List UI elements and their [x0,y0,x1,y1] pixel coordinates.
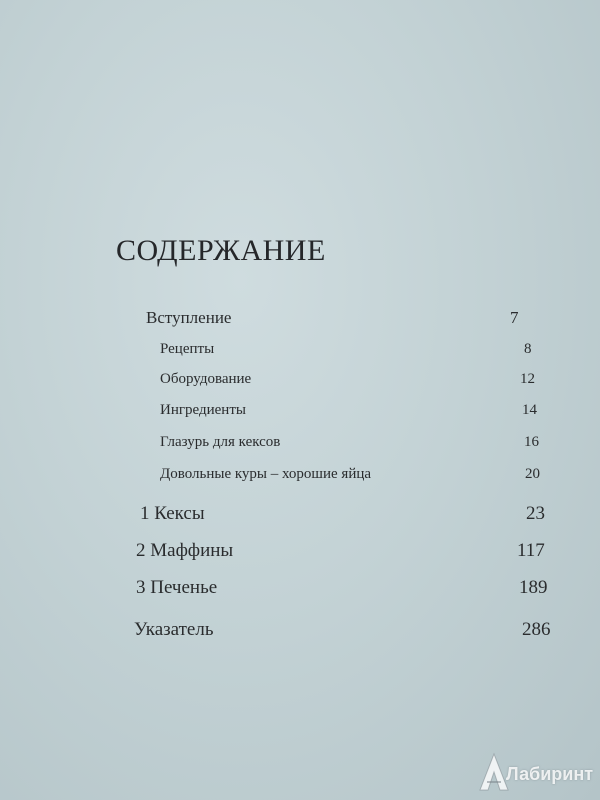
toc-entry-chapter-2 [0,540,600,570]
toc-entry-introduction [0,308,600,338]
toc-entry-label: 2 Маффины [136,540,234,561]
page-title: СОДЕРЖАНИЕ [116,234,326,267]
toc-entry-page: 8 [524,341,532,357]
toc-entry-happy-hens [0,466,600,496]
toc-entry-page: 16 [524,434,539,450]
toc-entry-label: 1 Кексы [140,503,205,524]
toc-entry-label: Довольные куры – хорошие яйца [160,466,372,482]
toc-entry-label: Вступление [146,308,232,327]
watermark-text: Лабиринт [506,764,594,784]
toc-entry-label: Указатель [134,619,214,640]
toc-entry-recipes [0,341,600,371]
toc-entry-page: 12 [520,371,535,387]
toc-entry-page: 117 [517,540,545,561]
toc-entry-page: 7 [510,308,519,327]
toc-entry-label: Глазурь для кексов [160,434,281,450]
toc-entry-page: 23 [526,503,545,524]
toc-entry-label: 3 Печенье [136,577,218,598]
toc-entry-page: 20 [525,466,540,482]
toc-entry-frosting [0,434,600,464]
toc-entry-label: Рецепты [160,341,215,357]
toc-entry-label: Оборудование [160,371,252,387]
toc-entry-index [0,619,600,649]
toc-entry-chapter-3 [0,577,600,607]
toc-entry-page: 14 [522,402,537,418]
toc-entry-page: 286 [522,619,551,640]
labirint-watermark [478,752,598,796]
toc-entry-equipment [0,371,600,401]
toc-entry-ingredients [0,402,600,432]
toc-entry-page: 189 [519,577,548,598]
toc-entry-label: Ингредиенты [160,402,246,418]
toc-entry-chapter-1 [0,503,600,533]
